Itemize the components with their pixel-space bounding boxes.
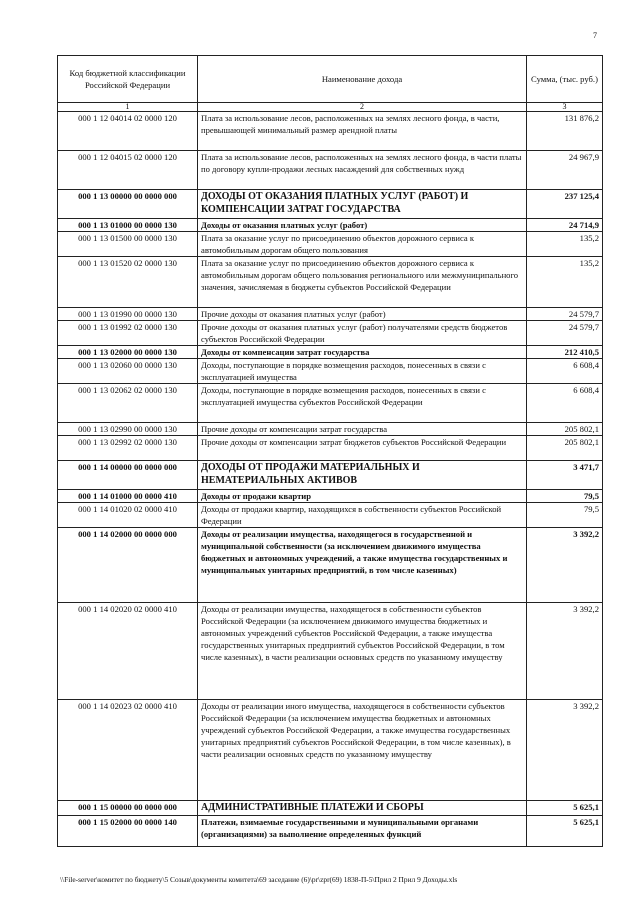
- amount-cell: 24 579,7: [527, 321, 603, 346]
- column-number-2: 2: [198, 103, 527, 112]
- code-cell: 000 1 13 01990 00 0000 130: [58, 308, 198, 321]
- table-row: [58, 503, 603, 528]
- code-cell: 000 1 13 01992 02 0000 130: [58, 321, 198, 346]
- code-cell: 000 1 14 02023 02 0000 410: [58, 700, 198, 801]
- table-row: [58, 423, 603, 436]
- amount-cell: 24 579,7: [527, 308, 603, 321]
- amount-cell: 6 608,4: [527, 359, 603, 384]
- column-number-3: 3: [527, 103, 603, 112]
- name-cell: АДМИНИСТРАТИВНЫЕ ПЛАТЕЖИ И СБОРЫ: [198, 801, 527, 816]
- code-cell: 000 1 14 02000 00 0000 000: [58, 528, 198, 603]
- name-cell: Платежи, взимаемые государственными и муниципальными органами (организациями) за выполнение определенных функций: [198, 816, 527, 847]
- code-cell: 000 1 13 01500 00 0000 130: [58, 232, 198, 257]
- code-cell: 000 1 13 02000 00 0000 130: [58, 346, 198, 359]
- table-row: [58, 321, 603, 346]
- table-row: [58, 801, 603, 816]
- amount-cell: 3 392,2: [527, 528, 603, 603]
- code-cell: 000 1 13 02062 02 0000 130: [58, 384, 198, 423]
- amount-cell: 24 967,9: [527, 151, 603, 190]
- amount-cell: 131 876,2: [527, 112, 603, 151]
- name-cell: Плата за использование лесов, расположенных на землях лесного фонда, в части платы по договору купли-продажи лесных насаждений для собственных нужд: [198, 151, 527, 190]
- page-number: 7: [593, 31, 597, 40]
- table-row: [58, 308, 603, 321]
- table-row: [58, 190, 603, 219]
- amount-cell: 3 392,2: [527, 700, 603, 801]
- amount-cell: 79,5: [527, 490, 603, 503]
- header-name: Наименование дохода: [198, 56, 527, 103]
- name-cell: Прочие доходы от компенсации затрат государства: [198, 423, 527, 436]
- table-row: [58, 384, 603, 423]
- code-cell: 000 1 12 04014 02 0000 120: [58, 112, 198, 151]
- code-cell: 000 1 15 00000 00 0000 000: [58, 801, 198, 816]
- name-cell: Плата за использование лесов, расположенных на землях лесного фонда, в части, превышающей минимальный размер арендной платы: [198, 112, 527, 151]
- amount-cell: 24 714,9: [527, 219, 603, 232]
- table-row: [58, 816, 603, 847]
- table-row: [58, 257, 603, 308]
- name-cell: Доходы от оказания платных услуг (работ): [198, 219, 527, 232]
- table-row: [58, 603, 603, 700]
- amount-cell: 212 410,5: [527, 346, 603, 359]
- column-number-row: [58, 103, 603, 112]
- amount-cell: 135,2: [527, 232, 603, 257]
- table-row: [58, 346, 603, 359]
- name-cell: Прочие доходы от компенсации затрат бюджетов субъектов Российской Федерации: [198, 436, 527, 461]
- code-cell: 000 1 13 02992 02 0000 130: [58, 436, 198, 461]
- name-cell: Доходы от компенсации затрат государства: [198, 346, 527, 359]
- table-row: [58, 151, 603, 190]
- name-cell: Плата за оказание услуг по присоединению объектов дорожного сервиса к автомобильным дорогам общего пользования: [198, 232, 527, 257]
- table-row: [58, 436, 603, 461]
- name-cell: Доходы от реализации иного имущества, находящегося в собственности субъектов Российской Федерации (за исключением имущества бюджетных и автономных учреждений субъектов Российской Федерации, а также имущества государственных унитарных предприятий субъектов Российской Федерации, в том числе казенных), в части реализации основных средств по указанному имуществу: [198, 700, 527, 801]
- amount-cell: 3 392,2: [527, 603, 603, 700]
- table-row: [58, 219, 603, 232]
- table-row: [58, 490, 603, 503]
- name-cell: Доходы от реализации имущества, находящегося в собственности субъектов Российской Федерации (за исключением движимого имущества бюджетных и автономных учреждений субъектов Российской Федерации, а также имущества государственных унитарных предприятий субъектов Российской Федерации, в том числе казенных), в части реализации основных средств по указанному имуществу: [198, 603, 527, 700]
- code-cell: 000 1 15 02000 00 0000 140: [58, 816, 198, 847]
- table-row: [58, 112, 603, 151]
- amount-cell: 5 625,1: [527, 801, 603, 816]
- name-cell: Доходы, поступающие в порядке возмещения расходов, понесенных в связи с эксплуатацией имущества: [198, 359, 527, 384]
- name-cell: Доходы от продажи квартир: [198, 490, 527, 503]
- code-cell: 000 1 13 02060 00 0000 130: [58, 359, 198, 384]
- amount-cell: 3 471,7: [527, 461, 603, 490]
- table-row: [58, 359, 603, 384]
- table-header-row: [58, 56, 603, 103]
- code-cell: 000 1 13 00000 00 0000 000: [58, 190, 198, 219]
- code-cell: 000 1 14 00000 00 0000 000: [58, 461, 198, 490]
- income-table: [57, 55, 603, 847]
- amount-cell: 135,2: [527, 257, 603, 308]
- name-cell: ДОХОДЫ ОТ ПРОДАЖИ МАТЕРИАЛЬНЫХ И НЕМАТЕРИАЛЬНЫХ АКТИВОВ: [198, 461, 527, 490]
- code-cell: 000 1 14 01020 02 0000 410: [58, 503, 198, 528]
- amount-cell: 237 125,4: [527, 190, 603, 219]
- table-row: [58, 700, 603, 801]
- name-cell: Прочие доходы от оказания платных услуг (работ) получателями средств бюджетов субъектов Российской Федерации: [198, 321, 527, 346]
- code-cell: 000 1 13 01520 02 0000 130: [58, 257, 198, 308]
- header-amount: Сумма, (тыс. руб.): [527, 56, 603, 103]
- code-cell: 000 1 14 01000 00 0000 410: [58, 490, 198, 503]
- column-number-1: 1: [58, 103, 198, 112]
- table-body: [58, 112, 603, 847]
- name-cell: ДОХОДЫ ОТ ОКАЗАНИЯ ПЛАТНЫХ УСЛУГ (РАБОТ) И КОМПЕНСАЦИИ ЗАТРАТ ГОСУДАРСТВА: [198, 190, 527, 219]
- code-cell: 000 1 14 02020 02 0000 410: [58, 603, 198, 700]
- code-cell: 000 1 12 04015 02 0000 120: [58, 151, 198, 190]
- name-cell: Доходы от реализации имущества, находящегося в государственной и муниципальной собственности (за исключением движимого имущества бюджетных и автономных учреждений, а также имущества государственных и муниципальных унитарных предприятий, в том числе казенных): [198, 528, 527, 603]
- amount-cell: 205 802,1: [527, 423, 603, 436]
- code-cell: 000 1 13 01000 00 0000 130: [58, 219, 198, 232]
- amount-cell: 205 802,1: [527, 436, 603, 461]
- name-cell: Прочие доходы от оказания платных услуг (работ): [198, 308, 527, 321]
- amount-cell: 5 625,1: [527, 816, 603, 847]
- table-row: [58, 528, 603, 603]
- name-cell: Доходы, поступающие в порядке возмещения расходов, понесенных в связи с эксплуатацией имущества субъектов Российской Федерации: [198, 384, 527, 423]
- name-cell: Плата за оказание услуг по присоединению объектов дорожного сервиса к автомобильным дорогам общего пользования регионального или межмуниципального значения, зачисляемая в бюджеты субъектов Российской Федерации: [198, 257, 527, 308]
- footer-file-path: \\File-server\комитет по бюджету\5 Созыв\документы комитета\69 заседание (6)\pr\zpr(69) 1838-П-5\Прил 2 Прил 9 Доходы.xls: [60, 875, 458, 884]
- name-cell: Доходы от продажи квартир, находящихся в собственности субъектов Российской Федерации: [198, 503, 527, 528]
- amount-cell: 79,5: [527, 503, 603, 528]
- amount-cell: 6 608,4: [527, 384, 603, 423]
- code-cell: 000 1 13 02990 00 0000 130: [58, 423, 198, 436]
- table-row: [58, 461, 603, 490]
- table-row: [58, 232, 603, 257]
- header-code: Код бюджетной классификации Российской Федерации: [58, 56, 198, 103]
